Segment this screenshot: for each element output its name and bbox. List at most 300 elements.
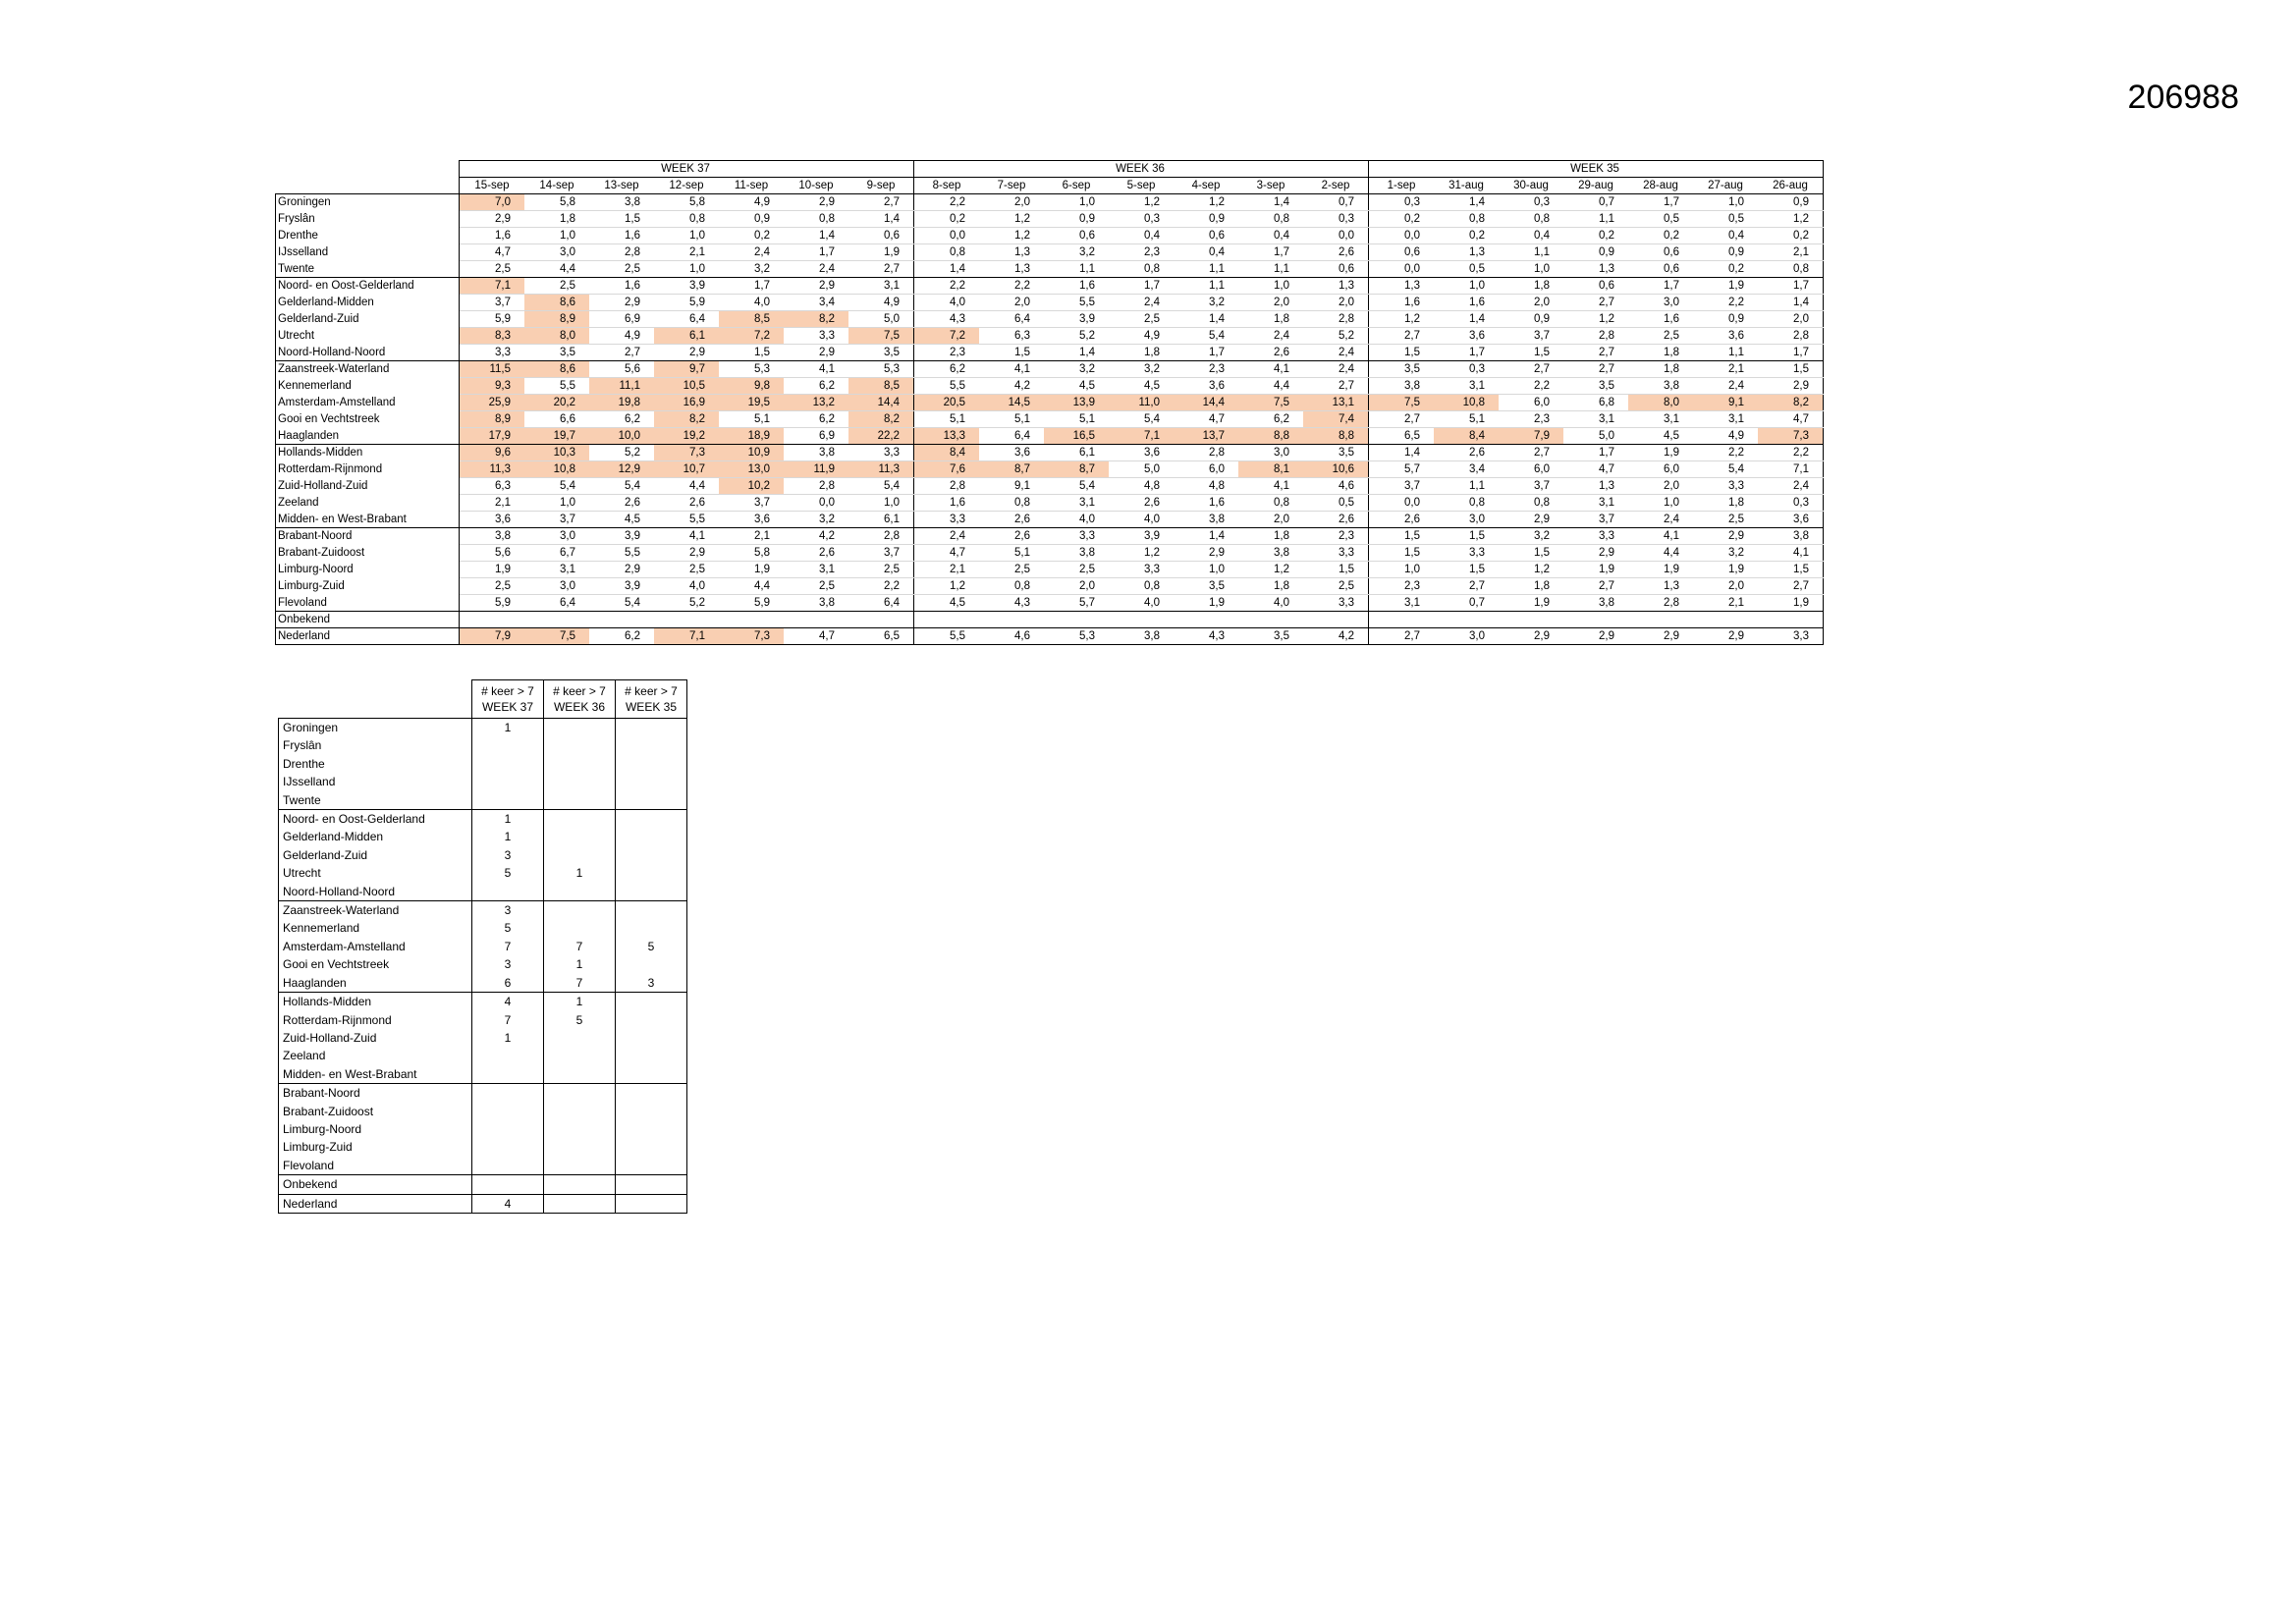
value-cell: 5,3 [848, 361, 914, 378]
count-cell [616, 919, 687, 937]
value-cell: 2,5 [460, 261, 525, 278]
value-cell: 6,1 [848, 512, 914, 528]
value-cell: 2,7 [1563, 295, 1628, 311]
value-cell: 0,9 [1499, 311, 1563, 328]
count-table-header [279, 680, 687, 719]
value-cell: 4,9 [1109, 328, 1174, 345]
count-cell [544, 1029, 616, 1047]
count-cell [472, 736, 544, 754]
value-cell: 0,0 [1369, 495, 1435, 512]
date-header: 31-aug [1434, 178, 1499, 194]
count-cell: 4 [472, 993, 544, 1011]
region-name: Gelderland-Zuid [276, 311, 460, 328]
value-cell: 4,1 [1238, 361, 1303, 378]
table-row [276, 295, 1824, 311]
value-cell: 9,1 [979, 478, 1044, 495]
value-cell: 9,8 [719, 378, 784, 395]
value-cell: 2,8 [589, 244, 654, 261]
value-cell: 6,0 [1628, 461, 1693, 478]
value-cell: 4,0 [914, 295, 980, 311]
count-cell [616, 955, 687, 973]
count-cell [544, 1103, 616, 1120]
count-cell [544, 1138, 616, 1156]
value-cell: 2,2 [1499, 378, 1563, 395]
value-cell: 3,8 [460, 528, 525, 545]
region-name: Onbekend [279, 1175, 472, 1194]
value-cell: 4,0 [1109, 512, 1174, 528]
value-cell: 1,0 [654, 228, 719, 244]
region-name: Noord-Holland-Noord [279, 883, 472, 901]
value-cell: 0,7 [1303, 194, 1369, 211]
value-cell: 2,6 [589, 495, 654, 512]
value-cell: 4,6 [1303, 478, 1369, 495]
value-cell [1238, 612, 1303, 628]
table-row [279, 810, 687, 829]
value-cell: 2,3 [1174, 361, 1238, 378]
value-cell: 6,4 [654, 311, 719, 328]
value-cell: 2,7 [1369, 628, 1435, 645]
value-cell [979, 612, 1044, 628]
value-cell: 4,3 [1174, 628, 1238, 645]
value-cell: 3,6 [460, 512, 525, 528]
count-above-7-table [278, 679, 687, 1214]
count-header-line1: # keer > 7 [553, 684, 606, 698]
count-cell [544, 773, 616, 790]
value-cell: 2,4 [1758, 478, 1824, 495]
value-cell: 0,8 [979, 578, 1044, 595]
value-cell: 8,9 [460, 411, 525, 428]
table-row [276, 378, 1824, 395]
count-cell [544, 755, 616, 773]
region-name: Zuid-Holland-Zuid [276, 478, 460, 495]
value-cell: 1,6 [589, 278, 654, 295]
value-cell: 4,9 [848, 295, 914, 311]
value-cell: 6,9 [784, 428, 848, 445]
region-name: IJsselland [279, 773, 472, 790]
value-cell: 1,8 [1499, 578, 1563, 595]
value-cell: 4,3 [979, 595, 1044, 612]
value-cell: 2,7 [1303, 378, 1369, 395]
value-cell: 1,7 [1174, 345, 1238, 361]
value-cell: 2,7 [848, 261, 914, 278]
value-cell: 0,2 [1628, 228, 1693, 244]
value-cell: 1,6 [1044, 278, 1109, 295]
value-cell: 2,6 [979, 528, 1044, 545]
value-cell: 25,9 [460, 395, 525, 411]
value-cell: 8,9 [524, 311, 589, 328]
count-cell: 7 [472, 1011, 544, 1029]
table-row [279, 938, 687, 955]
count-cell [472, 773, 544, 790]
date-header: 15-sep [460, 178, 525, 194]
value-cell [1303, 612, 1369, 628]
value-cell: 2,4 [914, 528, 980, 545]
count-cell [616, 828, 687, 845]
table-row [279, 791, 687, 810]
value-cell: 12,9 [589, 461, 654, 478]
value-cell: 2,5 [1303, 578, 1369, 595]
count-cell: 6 [472, 974, 544, 993]
value-cell [524, 612, 589, 628]
region-name: Flevoland [276, 595, 460, 612]
value-cell: 5,4 [1174, 328, 1238, 345]
value-cell [1499, 612, 1563, 628]
value-cell: 2,2 [914, 194, 980, 211]
value-cell: 7,4 [1303, 411, 1369, 428]
value-cell: 3,5 [1369, 361, 1435, 378]
value-cell: 0,8 [1434, 495, 1499, 512]
value-cell: 3,8 [1238, 545, 1303, 562]
count-cell [544, 1157, 616, 1175]
value-cell: 5,1 [1434, 411, 1499, 428]
value-cell: 6,2 [784, 411, 848, 428]
count-cell: 1 [472, 828, 544, 845]
count-cell [472, 755, 544, 773]
value-cell: 2,4 [719, 244, 784, 261]
region-name: Amsterdam-Amstelland [276, 395, 460, 411]
value-cell: 9,7 [654, 361, 719, 378]
value-cell: 0,3 [1109, 211, 1174, 228]
date-header: 14-sep [524, 178, 589, 194]
value-cell: 3,2 [1109, 361, 1174, 378]
value-cell: 0,9 [1693, 244, 1758, 261]
region-name: Gooi en Vechtstreek [279, 955, 472, 973]
value-cell: 0,3 [1434, 361, 1499, 378]
table-row [276, 478, 1824, 495]
count-cell [472, 1065, 544, 1084]
value-cell: 4,4 [524, 261, 589, 278]
value-cell: 16,5 [1044, 428, 1109, 445]
value-cell: 4,5 [914, 595, 980, 612]
value-cell: 6,3 [460, 478, 525, 495]
value-cell: 1,3 [1434, 244, 1499, 261]
value-cell [914, 612, 980, 628]
region-name: Noord- en Oost-Gelderland [279, 810, 472, 829]
region-name: Groningen [276, 194, 460, 211]
value-cell: 19,2 [654, 428, 719, 445]
value-cell: 2,7 [1369, 411, 1435, 428]
value-cell: 10,8 [524, 461, 589, 478]
value-cell: 3,6 [1434, 328, 1499, 345]
table-row [276, 278, 1824, 295]
value-cell: 10,8 [1434, 395, 1499, 411]
region-name: Haaglanden [276, 428, 460, 445]
table-row [276, 562, 1824, 578]
count-cell [616, 755, 687, 773]
value-cell: 1,3 [1303, 278, 1369, 295]
value-cell: 1,0 [1174, 562, 1238, 578]
region-name: Fryslân [276, 211, 460, 228]
value-cell: 4,5 [589, 512, 654, 528]
region-name: Kennemerland [276, 378, 460, 395]
value-cell: 3,7 [1369, 478, 1435, 495]
table-row [279, 828, 687, 845]
value-cell: 1,3 [1628, 578, 1693, 595]
value-cell: 3,2 [1174, 295, 1238, 311]
date-header: 26-aug [1758, 178, 1824, 194]
value-cell: 5,5 [914, 628, 980, 645]
value-cell: 5,9 [460, 311, 525, 328]
date-header: 28-aug [1628, 178, 1693, 194]
value-cell: 19,5 [719, 395, 784, 411]
count-cell [544, 1175, 616, 1194]
value-cell: 4,0 [719, 295, 784, 311]
value-cell: 3,5 [524, 345, 589, 361]
value-cell: 2,7 [1563, 578, 1628, 595]
value-cell: 1,7 [1628, 278, 1693, 295]
count-cell [616, 864, 687, 882]
value-cell: 3,3 [1758, 628, 1824, 645]
value-cell: 1,1 [1238, 261, 1303, 278]
value-cell: 6,2 [784, 378, 848, 395]
table-row [276, 261, 1824, 278]
table-row [279, 755, 687, 773]
value-cell: 2,8 [1303, 311, 1369, 328]
value-cell: 3,8 [1563, 595, 1628, 612]
value-cell: 7,3 [654, 445, 719, 461]
value-cell: 1,5 [719, 345, 784, 361]
count-cell [472, 1157, 544, 1175]
value-cell: 1,2 [1109, 545, 1174, 562]
value-cell: 3,7 [848, 545, 914, 562]
value-cell: 2,6 [1369, 512, 1435, 528]
value-cell: 3,1 [848, 278, 914, 295]
value-cell: 3,5 [1303, 445, 1369, 461]
value-cell: 1,0 [524, 228, 589, 244]
value-cell: 1,1 [1499, 244, 1563, 261]
value-cell: 4,0 [1044, 512, 1109, 528]
value-cell: 3,0 [1434, 628, 1499, 645]
value-cell: 8,2 [654, 411, 719, 428]
count-cell: 1 [472, 719, 544, 737]
count-cell [472, 1138, 544, 1156]
table-row [279, 993, 687, 1011]
value-cell: 19,7 [524, 428, 589, 445]
value-cell: 1,4 [784, 228, 848, 244]
value-cell: 17,9 [460, 428, 525, 445]
value-cell: 1,6 [1628, 311, 1693, 328]
table-row [279, 846, 687, 864]
table-row [276, 495, 1824, 512]
header-corner [279, 680, 472, 719]
value-cell [1758, 612, 1824, 628]
value-cell: 3,4 [1434, 461, 1499, 478]
region-name: Zaanstreek-Waterland [276, 361, 460, 378]
date-header: 11-sep [719, 178, 784, 194]
value-cell: 0,8 [1238, 495, 1303, 512]
count-header-line1: # keer > 7 [625, 684, 678, 698]
value-cell: 0,0 [1369, 228, 1435, 244]
region-name: Zeeland [276, 495, 460, 512]
value-cell: 7,5 [1238, 395, 1303, 411]
table-row [279, 955, 687, 973]
value-cell: 0,5 [1628, 211, 1693, 228]
value-cell: 2,2 [848, 578, 914, 595]
value-cell: 0,8 [1499, 495, 1563, 512]
count-cell [616, 1175, 687, 1194]
value-cell: 3,7 [1499, 478, 1563, 495]
value-cell: 8,7 [1044, 461, 1109, 478]
value-cell: 14,4 [1174, 395, 1238, 411]
value-cell: 2,5 [1628, 328, 1693, 345]
value-cell: 1,5 [1434, 562, 1499, 578]
table-row [276, 612, 1824, 628]
value-cell: 8,8 [1303, 428, 1369, 445]
value-cell: 4,4 [654, 478, 719, 495]
value-cell: 10,9 [719, 445, 784, 461]
table-row [276, 595, 1824, 612]
count-cell [472, 1047, 544, 1064]
value-cell: 1,5 [1369, 545, 1435, 562]
value-cell: 1,3 [979, 261, 1044, 278]
value-cell: 8,2 [784, 311, 848, 328]
count-cell: 5 [616, 938, 687, 955]
value-cell: 3,3 [1693, 478, 1758, 495]
value-cell: 7,5 [848, 328, 914, 345]
value-cell: 8,4 [914, 445, 980, 461]
value-cell: 1,5 [1369, 345, 1435, 361]
value-cell: 0,0 [1303, 228, 1369, 244]
value-cell: 1,9 [719, 562, 784, 578]
value-cell: 9,1 [1693, 395, 1758, 411]
region-name: Brabant-Zuidoost [279, 1103, 472, 1120]
value-cell: 1,2 [979, 228, 1044, 244]
value-cell: 16,9 [654, 395, 719, 411]
value-cell: 13,3 [914, 428, 980, 445]
value-cell: 4,7 [1174, 411, 1238, 428]
value-cell: 6,5 [1369, 428, 1435, 445]
count-header [544, 680, 616, 719]
table-row [279, 1047, 687, 1064]
value-cell: 1,3 [1563, 478, 1628, 495]
value-cell: 11,3 [460, 461, 525, 478]
value-cell: 1,4 [1434, 194, 1499, 211]
value-cell: 1,0 [1499, 261, 1563, 278]
count-cell: 7 [472, 938, 544, 955]
value-cell: 3,3 [1303, 595, 1369, 612]
count-cell [616, 1065, 687, 1084]
value-cell: 11,1 [589, 378, 654, 395]
value-cell: 3,3 [914, 512, 980, 528]
value-cell: 7,1 [460, 278, 525, 295]
value-cell: 7,3 [1758, 428, 1824, 445]
value-cell: 1,0 [848, 495, 914, 512]
week-label: WEEK 36 [914, 161, 1369, 178]
value-cell [719, 612, 784, 628]
value-cell: 0,9 [1044, 211, 1109, 228]
value-cell: 1,5 [1369, 528, 1435, 545]
count-cell [472, 883, 544, 901]
value-cell: 8,0 [1628, 395, 1693, 411]
value-cell: 5,0 [848, 311, 914, 328]
value-cell: 3,9 [589, 578, 654, 595]
region-name: Brabant-Noord [279, 1084, 472, 1103]
value-cell: 3,7 [1499, 328, 1563, 345]
value-cell: 1,2 [914, 578, 980, 595]
count-cell [472, 1084, 544, 1103]
count-cell: 1 [544, 993, 616, 1011]
value-cell: 2,6 [1434, 445, 1499, 461]
count-cell [616, 1084, 687, 1103]
value-cell [1174, 612, 1238, 628]
value-cell: 1,4 [914, 261, 980, 278]
count-cell [544, 1065, 616, 1084]
count-cell [544, 719, 616, 737]
value-cell: 7,2 [914, 328, 980, 345]
date-header: 3-sep [1238, 178, 1303, 194]
value-cell: 2,0 [1628, 478, 1693, 495]
value-cell: 4,9 [589, 328, 654, 345]
count-cell [544, 1047, 616, 1064]
region-name: Midden- en West-Brabant [279, 1065, 472, 1084]
value-cell: 3,5 [848, 345, 914, 361]
table-row [279, 773, 687, 790]
value-cell: 3,2 [784, 512, 848, 528]
value-cell: 2,2 [1758, 445, 1824, 461]
value-cell: 0,6 [1628, 261, 1693, 278]
region-name: Brabant-Noord [276, 528, 460, 545]
value-cell: 6,4 [524, 595, 589, 612]
value-cell: 1,6 [914, 495, 980, 512]
value-cell: 2,6 [1303, 244, 1369, 261]
value-cell: 3,6 [1174, 378, 1238, 395]
table-row [279, 883, 687, 901]
value-cell: 6,4 [979, 428, 1044, 445]
count-cell [616, 883, 687, 901]
region-name: Noord- en Oost-Gelderland [276, 278, 460, 295]
table-row [276, 578, 1824, 595]
value-cell: 6,2 [1238, 411, 1303, 428]
value-cell: 2,0 [979, 295, 1044, 311]
region-name: Gooi en Vechtstreek [276, 411, 460, 428]
count-cell [616, 1047, 687, 1064]
value-cell: 1,9 [1174, 595, 1238, 612]
value-cell: 1,0 [654, 261, 719, 278]
value-cell: 3,1 [1434, 378, 1499, 395]
value-cell: 5,4 [848, 478, 914, 495]
value-cell: 5,5 [589, 545, 654, 562]
value-cell: 4,7 [914, 545, 980, 562]
value-cell: 1,2 [1758, 211, 1824, 228]
value-cell: 3,1 [784, 562, 848, 578]
value-cell: 3,8 [784, 445, 848, 461]
value-cell: 7,0 [460, 194, 525, 211]
value-cell: 0,8 [914, 244, 980, 261]
value-cell: 2,1 [1758, 244, 1824, 261]
value-cell: 2,7 [1434, 578, 1499, 595]
value-cell: 2,7 [1758, 578, 1824, 595]
table-row [276, 328, 1824, 345]
value-cell: 5,4 [1693, 461, 1758, 478]
value-cell: 1,6 [460, 228, 525, 244]
value-cell: 5,5 [524, 378, 589, 395]
value-cell: 2,8 [1628, 595, 1693, 612]
value-cell: 0,8 [979, 495, 1044, 512]
value-cell: 2,1 [460, 495, 525, 512]
value-cell: 0,6 [1044, 228, 1109, 244]
value-cell: 4,1 [654, 528, 719, 545]
value-cell: 0,6 [1369, 244, 1435, 261]
value-cell: 2,4 [784, 261, 848, 278]
region-name: Gelderland-Zuid [279, 846, 472, 864]
value-cell: 1,3 [1563, 261, 1628, 278]
value-cell: 1,2 [1174, 194, 1238, 211]
count-cell: 7 [544, 938, 616, 955]
value-cell: 10,0 [589, 428, 654, 445]
value-cell: 5,2 [1044, 328, 1109, 345]
value-cell: 0,8 [1238, 211, 1303, 228]
value-cell: 0,6 [1563, 278, 1628, 295]
